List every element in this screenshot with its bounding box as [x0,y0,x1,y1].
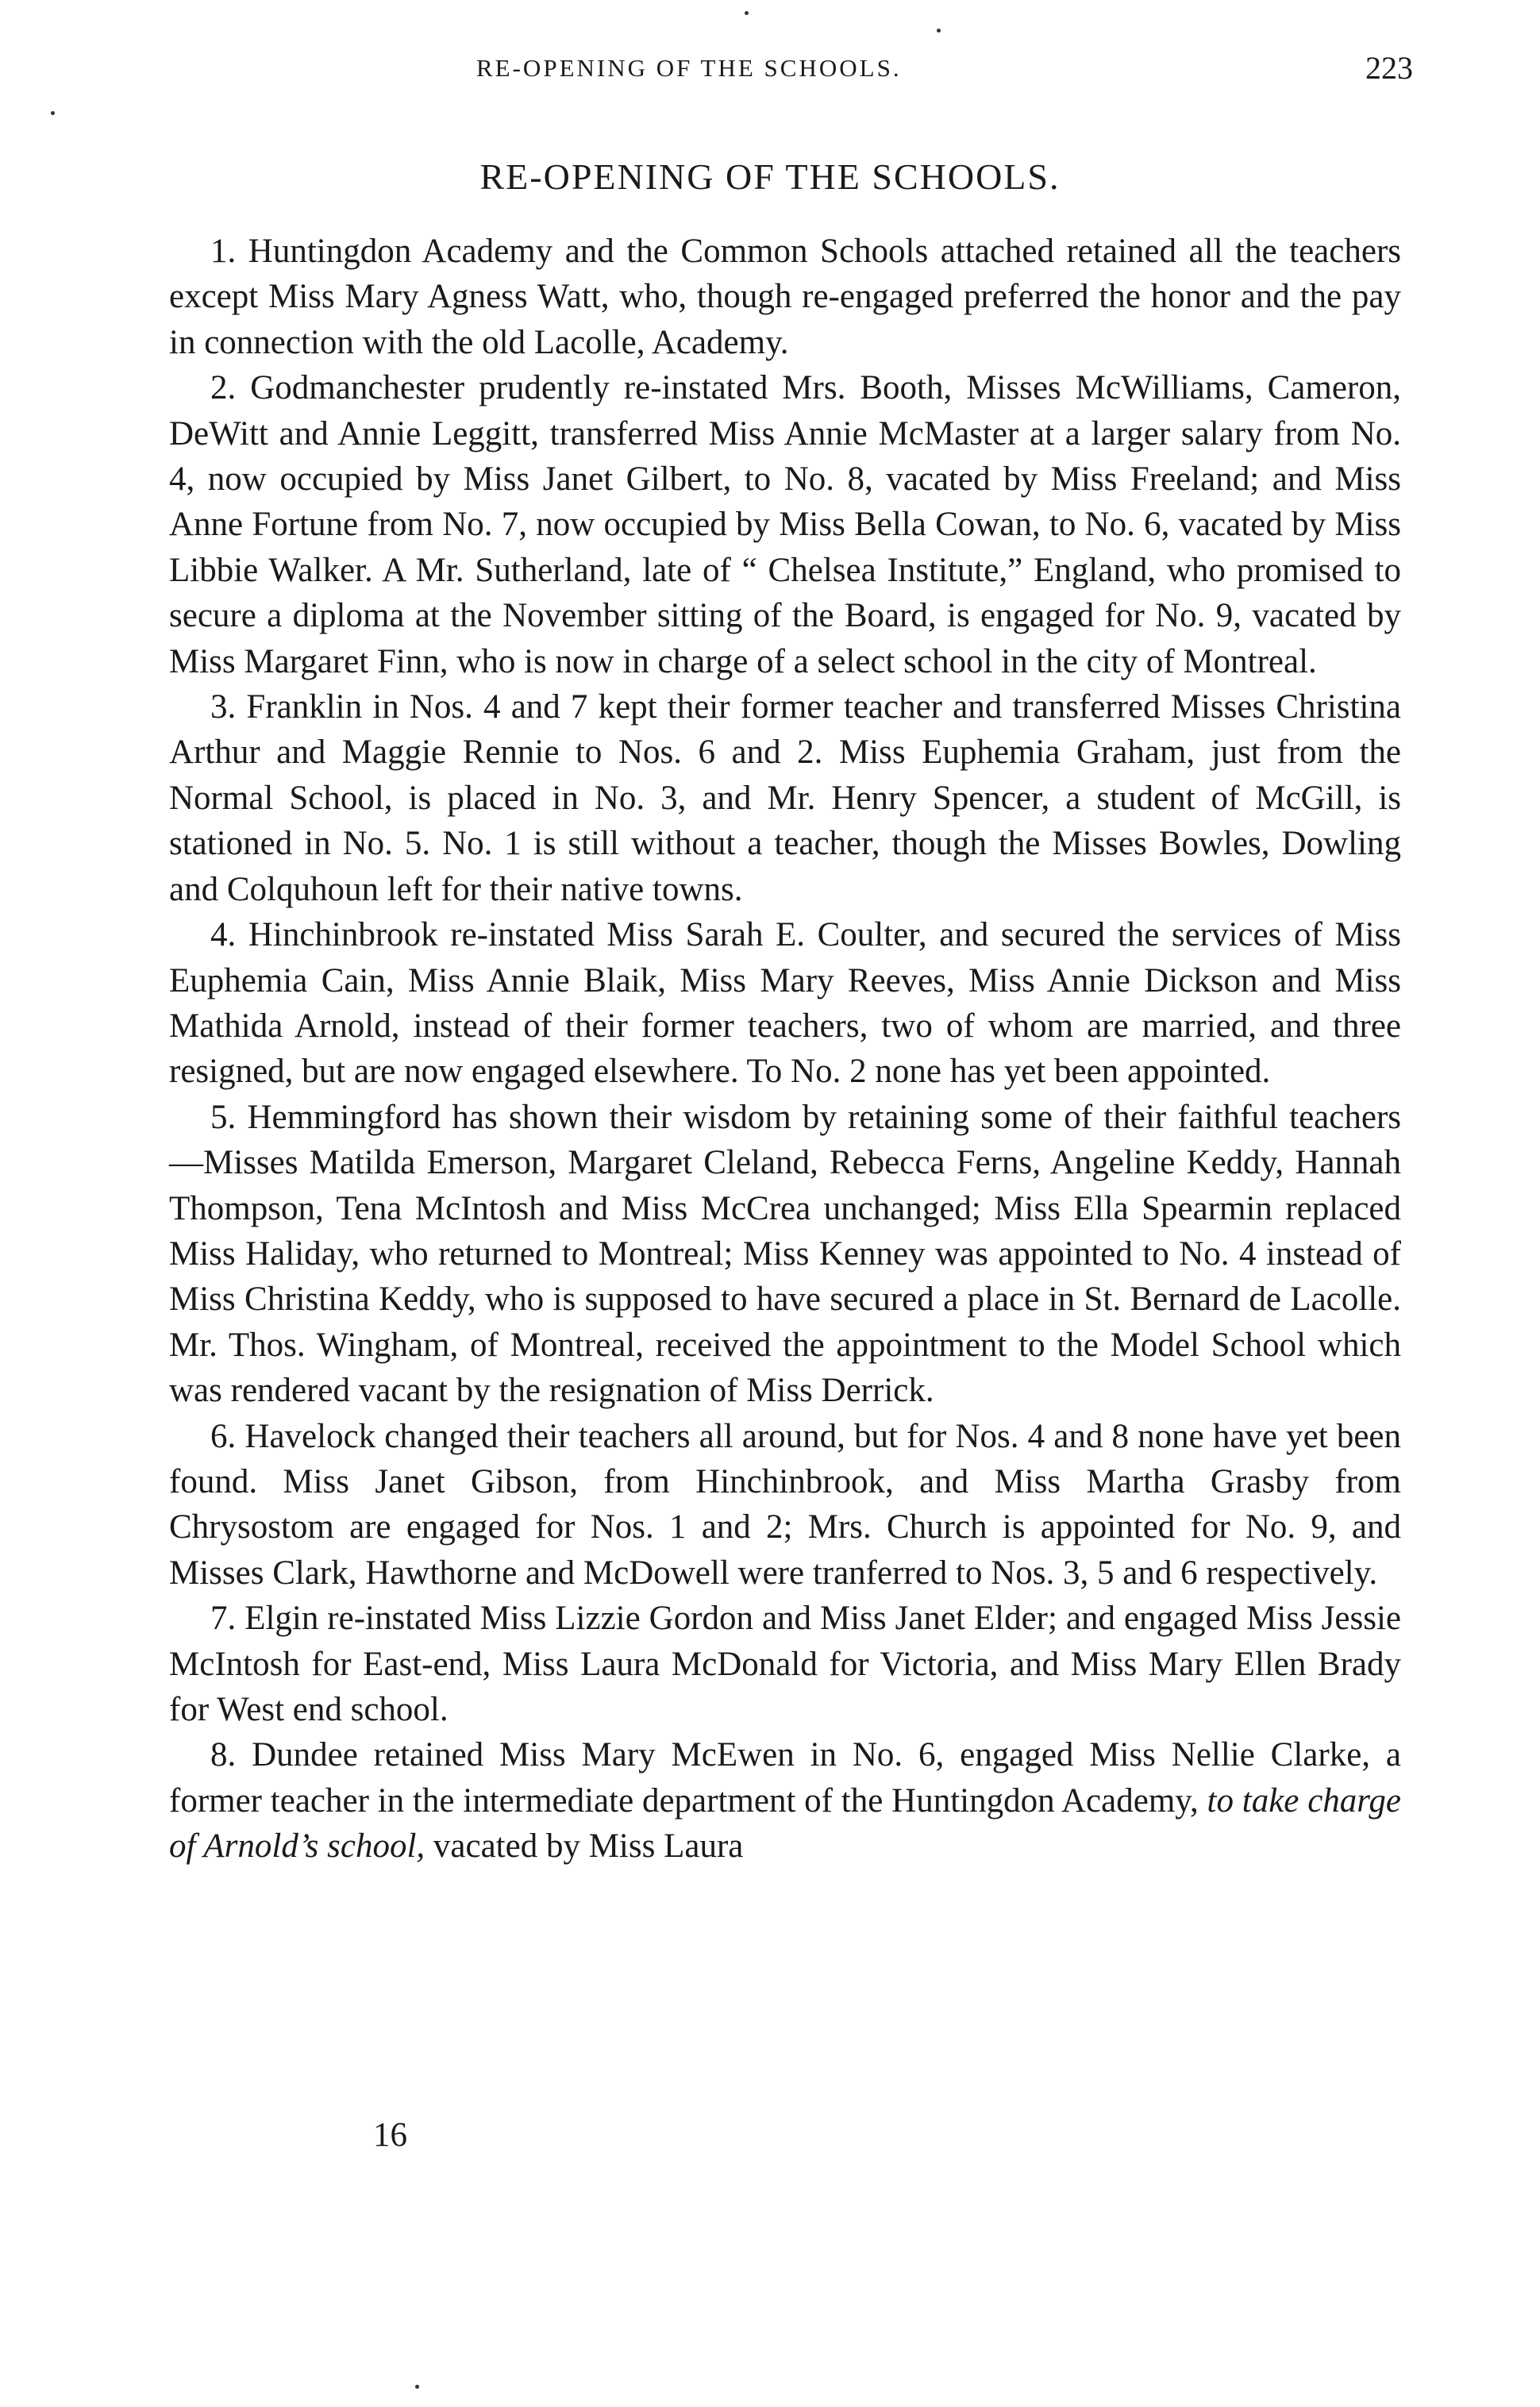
paragraph-4: 4. Hinchinbrook re-instated Miss Sarah E. Coulter, and secured the services of Miss Euphemia Cain, Miss Annie Blaik, Miss Mary Reeves, Miss Annie Dickson and Miss Mathida Arnold, instead of their former teachers, two of whom are married, and three resigned, but are now engaged elsewhere. To No. 2 none has yet been appointed. [169,916,1401,1091]
paragraph-8-end: vacated by Miss Laura [425,1827,744,1866]
paragraph-8-start: 8. Dundee retained Miss Mary McEwen in No. 6, engaged Miss Nellie Clarke, a former teacher in the intermediate department of the Huntingdon Academy, [169,1736,1401,1820]
body-text [169,229,1401,1870]
page-number: 223 [1365,50,1413,86]
paragraph-3: 3. Franklin in Nos. 4 and 7 kept their former teacher and transferred Misses Christina Arthur and Maggie Rennie to Nos. 6 and 2. Miss Euphemia Graham, just from the Normal School, is placed in No. 3, and Mr. Henry Spencer, a student of McGill, is stationed in No. 5. No. 1 is still without a teacher, though the Misses Bowles, Dowling and Colquhoun left for their native towns. [169,688,1401,908]
paragraph-1: 1. Huntingdon Academy and the Common Schools attached retained all the teachers except Miss Mary Agness Watt, who, though re-engaged preferred the honor and the pay in connection with the old Lacolle, Academy. [169,233,1401,361]
paragraph-2: 2. Godmanchester prudently re-instated Mrs. Booth, Misses McWilliams, Cameron, DeWitt and Annie Leggitt, transferred Miss Annie McMaster at a larger salary from No. 4, now occupied by Miss Janet Gilbert, to No. 8, vacated by Miss Freeland; and Miss Anne Fortune from No. 7, now occupied by Miss Bella Cowan, to No. 6, vacated by Miss Libbie Walker. A Mr. Sutherland, late of “ Chelsea Institute,” England, who promised to secure a diploma at the November sitting of the Board, is engaged for No. 9, vacated by Miss Margaret Finn, who is now in charge of a select school in the city of Montreal. [169,369,1401,680]
scan-speck [415,2385,419,2389]
paragraph-5: 5. Hemmingford has shown their wisdom by retaining some of their faithful teachers—Misses Matilda Emerson, Margaret Cleland, Rebecca Ferns, Angeline Keddy, Hannah Thompson, Tena McIntosh and Miss McCrea unchanged; Miss Ella Spearmin replaced Miss Haliday, who returned to Montreal; Miss Kenney was appointed to No. 4 instead of Miss Christina Keddy, who is supposed to have secured a place in St. Bernard de Lacolle. Mr. Thos. Wingham, of Montreal, received the appointment to the Model School which was rendered vacant by the resignation of Miss Derrick. [169,1098,1401,1410]
page-heading: RE-OPENING OF THE SCHOOLS. [479,156,1061,197]
running-head [476,50,1413,102]
scan-speck [745,11,749,15]
scan-speck [51,111,55,115]
paragraph-7: 7. Elgin re-instated Miss Lizzie Gordon and Miss Janet Elder; and engaged Miss Jessie McIntosh for East-end, Miss Laura McDonald for Victoria, and Miss Mary Ellen Brady for West end school. [169,1600,1401,1728]
running-title: RE-OPENING OF THE SCHOOLS. [476,54,902,82]
paragraph-6: 6. Havelock changed their teachers all around, but for Nos. 4 and 8 none have yet been found. Miss Janet Gibson, from Hinchinbrook, and Miss Martha Grasby from Chrysostom are engaged for Nos. 1 and 2; Mrs. Church is appointed for No. 9, and Misses Clark, Hawthorne and McDowell were tranferred to Nos. 3, 5 and 6 respectively. [169,1417,1401,1592]
scan-speck [937,29,941,33]
signature-mark: 16 [373,2116,407,2154]
paragraph-8 [169,1732,1401,1869]
paragraph-8-italic: to take charge of Arnold’s school, [169,1781,1402,1866]
